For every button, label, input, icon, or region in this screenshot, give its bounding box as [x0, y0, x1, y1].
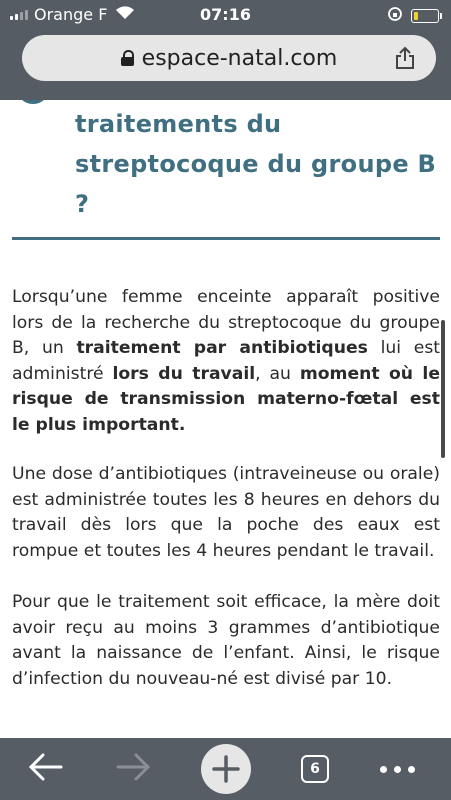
- url-text: espace-natal.com: [141, 45, 338, 71]
- battery-icon: [411, 9, 439, 23]
- status-bar: [0, 0, 451, 30]
- scroll-indicator[interactable]: [441, 320, 445, 458]
- text-run: lui est administré: [12, 338, 441, 384]
- heading-line: traitements du: [75, 110, 282, 138]
- paragraph-efficacy: Pour que le traitement soit efficace, la mère doit avoir reçu au moins 3 grammes d’antibiotique avant la naissance de l’enfant. Ainsi, le risque d’infection du nouveau-né est divisé par 10.: [12, 592, 440, 689]
- text-run: , au: [255, 363, 300, 384]
- back-arrow-icon: [27, 752, 63, 786]
- plus-icon: [201, 744, 251, 794]
- forward-button[interactable]: [111, 745, 157, 793]
- browser-toolbar: [0, 738, 451, 800]
- status-right: [387, 6, 439, 26]
- bold-run: lors du travail: [112, 363, 256, 384]
- text-run: Lorsqu’une femme enceinte apparaît positive lors de la recherche du streptocoque du groupe B, un: [12, 287, 440, 359]
- tab-count: 6: [310, 761, 320, 777]
- bold-run: traitement par antibiotiques: [76, 338, 368, 359]
- lock-icon: [121, 50, 134, 66]
- section-number-badge: [16, 100, 50, 104]
- article-content: [0, 100, 451, 738]
- carrier-name: Orange F: [34, 5, 108, 24]
- heading-divider: [12, 237, 440, 240]
- paragraph-treatment: [12, 285, 440, 439]
- tabs-icon: [301, 755, 329, 783]
- share-icon[interactable]: [394, 46, 416, 70]
- section-heading: [75, 104, 440, 224]
- rotation-lock-icon: [387, 6, 403, 26]
- paragraph-dosage: Une dose d’antibiotiques (intraveineuse ou orale) est administrée toutes les 8 heures en dehors du travail dès lors que la poche des eaux est rompue et toutes les 4 heures pendant le travail.: [12, 464, 440, 561]
- more-menu-button[interactable]: [372, 745, 422, 793]
- more-icon: [380, 766, 415, 773]
- new-tab-button[interactable]: [201, 745, 251, 793]
- heading-line: ?: [75, 190, 90, 218]
- tabs-button[interactable]: [297, 745, 333, 793]
- browser-chrome: [0, 0, 451, 100]
- heading-line: streptocoque du groupe B: [75, 150, 437, 178]
- back-button[interactable]: [22, 745, 68, 793]
- forward-arrow-icon: [116, 752, 152, 786]
- bold-run: moment où le risque de transmission materno-fœtal est le plus important.: [12, 363, 440, 435]
- address-bar[interactable]: [22, 35, 436, 81]
- status-time: 07:16: [200, 5, 251, 24]
